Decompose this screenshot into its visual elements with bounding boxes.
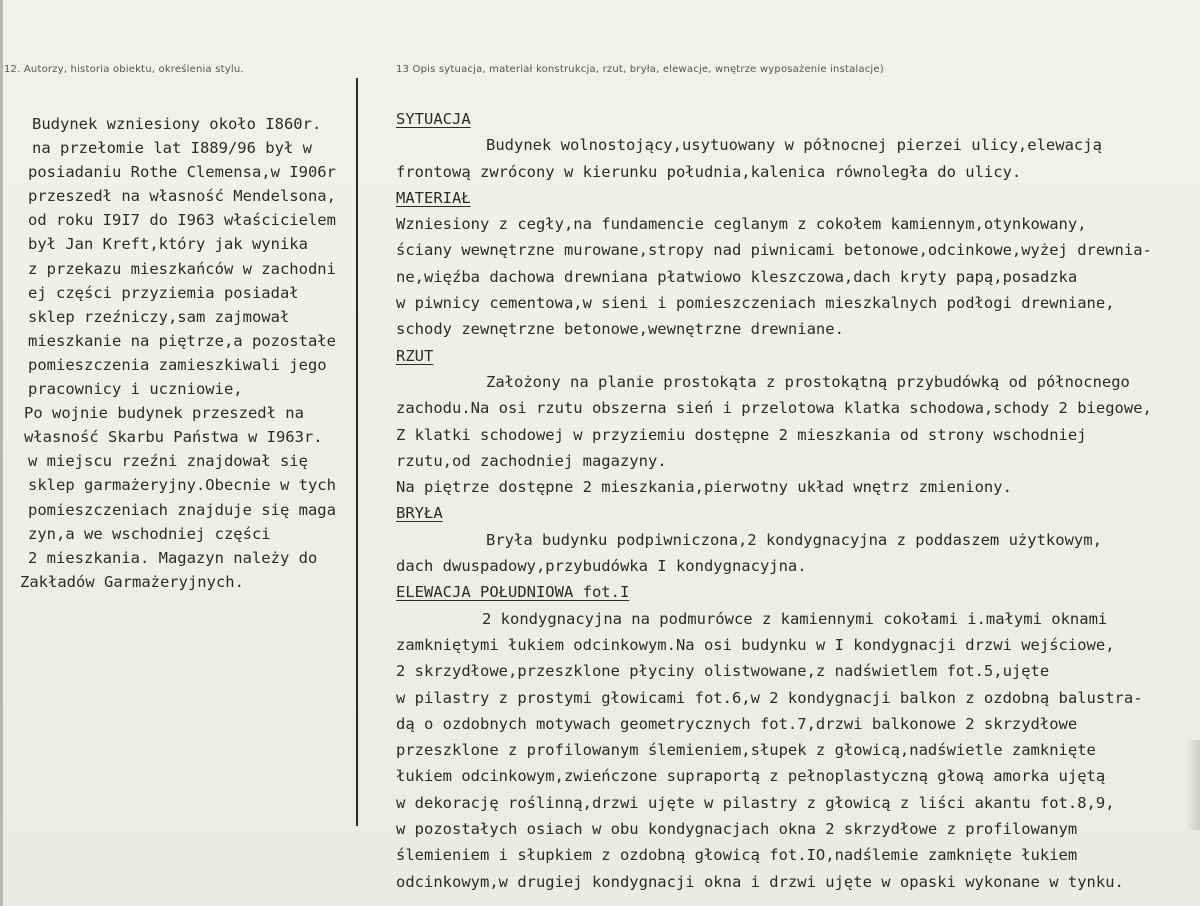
description-line bbox=[396, 816, 1196, 842]
history-line-text: od roku I9I7 do I963 właścicielem bbox=[28, 211, 336, 230]
section-heading bbox=[396, 106, 1196, 132]
header-right: 13 Opis sytuacja, materiał konstrukcja, rzut, bryła, elewacje, wnętrze wyposażenie instalacje) bbox=[396, 64, 884, 75]
description-line-text: schody zewnętrzne betonowe,wewnętrzne drewniane. bbox=[396, 320, 844, 339]
section-heading bbox=[396, 500, 1196, 526]
description-line bbox=[396, 264, 1196, 290]
description-line bbox=[396, 553, 1196, 579]
history-line bbox=[24, 305, 356, 329]
column-divider bbox=[356, 78, 358, 826]
history-line-text: zyn,a we wschodniej części bbox=[28, 524, 271, 543]
description-line bbox=[396, 658, 1196, 684]
history-line-text: pomieszczenia zamieszkiwali jego bbox=[28, 355, 327, 374]
description-line-text: 2 kondygnacyjna na podmurówce z kamiennymi cokołami i.małymi oknami bbox=[482, 609, 1108, 628]
description-line bbox=[396, 132, 1196, 158]
history-line bbox=[24, 160, 356, 184]
description-line bbox=[396, 737, 1196, 763]
history-line bbox=[24, 112, 356, 136]
description-line-text: ślemieniem i słupkiem z ozdobną głowicą fot.IO,nadślemie zamknięte łukiem bbox=[396, 846, 1078, 865]
history-line bbox=[24, 257, 356, 281]
description-line bbox=[396, 842, 1196, 868]
history-line-text: 2 mieszkania. Magazyn należy do bbox=[28, 548, 318, 567]
history-line bbox=[24, 425, 356, 449]
description-line-text: w piwnicy cementowa,w sieni i pomieszczeniach mieszkalnych podłogi drewniane, bbox=[396, 294, 1115, 313]
description-line bbox=[396, 606, 1196, 632]
history-line-text: przeszedł na własność Mendelsona, bbox=[28, 187, 336, 206]
section-heading-text: SYTUACJA bbox=[396, 110, 471, 128]
description-line bbox=[396, 527, 1196, 553]
history-line bbox=[24, 136, 356, 160]
history-line-text: sklep rzeźniczy,sam zajmował bbox=[28, 307, 290, 326]
description-line bbox=[396, 869, 1196, 895]
description-line-text: Bryła budynku podpiwniczona,2 kondygnacyjna z poddaszem użytkowym, bbox=[486, 530, 1102, 549]
history-line bbox=[20, 570, 356, 594]
description-line-text: zamkniętymi łukiem odcinkowym.Na osi budynku w I kondygnacji drzwi wejściowe, bbox=[396, 635, 1115, 654]
description-line-text: rzutu,od zachodniej magazyny. bbox=[396, 451, 667, 470]
history-line bbox=[24, 522, 356, 546]
description-line bbox=[396, 159, 1196, 185]
section-heading-text: RZUT bbox=[396, 346, 434, 365]
description-line bbox=[396, 632, 1196, 658]
section-heading-text: BRYŁA bbox=[396, 504, 443, 523]
section-heading bbox=[396, 343, 1196, 369]
description-line-text: Z klatki schodowej w przyziemiu dostępne 2 mieszkania od strony wschodniej bbox=[396, 425, 1087, 444]
history-line bbox=[24, 449, 356, 473]
description-line-text: dą o ozdobnych motywach geometrycznych fot.7,drzwi balkonowe 2 skrzydłowe bbox=[396, 714, 1078, 733]
history-line-text: posiadaniu Rothe Clemensa,w I906r bbox=[28, 163, 336, 182]
description-line-text: Wzniesiony z cegły,na fundamencie ceglanym z cokołem kamiennym,otynkowany, bbox=[396, 215, 1087, 234]
history-line bbox=[24, 473, 356, 497]
history-line bbox=[24, 353, 356, 377]
description-line bbox=[396, 369, 1196, 395]
history-line-text: na przełomie lat I889/96 był w bbox=[32, 139, 312, 158]
description-line-text: ne,więźba dachowa drewniana płatwiowo kleszczowa,dach kryty papą,posadzka bbox=[396, 267, 1078, 286]
history-line-text: własność Skarbu Państwa w I963r. bbox=[24, 428, 323, 447]
description-line-text: w pozostałych osiach w obu kondygnacjach okna 2 skrzydłowe z profilowanym bbox=[396, 820, 1078, 839]
history-line bbox=[24, 401, 356, 425]
description-line bbox=[396, 211, 1196, 237]
history-line-text: z przekazu mieszkańców w zachodni bbox=[28, 259, 336, 278]
history-line bbox=[24, 329, 356, 353]
history-line bbox=[24, 498, 356, 522]
history-line bbox=[24, 232, 356, 256]
description-line bbox=[396, 448, 1196, 474]
description-line-text: frontową zwrócony w kierunku południa,kalenica równoległa do ulicy. bbox=[396, 162, 1022, 181]
description-line bbox=[396, 316, 1196, 342]
description-line-text: w pilastry z prostymi głowicami fot.6,w 2 kondygnacji balkon z ozdobną balustra- bbox=[396, 688, 1143, 707]
section-heading bbox=[396, 185, 1196, 211]
description-line-text: łukiem odcinkowym,zwieńczone supraportą z pełnoplastyczną głową amorka ujętą bbox=[396, 767, 1106, 786]
history-line-text: w miejscu rzeźni znajdował się bbox=[28, 452, 308, 471]
description-line-text: odcinkowym,w drugiej kondygnacji okna i drzwi ujęte w opaski wykonane w tynku. bbox=[396, 872, 1124, 891]
description-line bbox=[396, 237, 1196, 263]
section-heading-text: ELEWACJA POŁUDNIOWA fot.I bbox=[396, 583, 630, 602]
description-line-text: Na piętrze dostępne 2 mieszkania,pierwotny układ wnętrz zmieniony. bbox=[396, 478, 1012, 497]
section-heading-text: MATERIAŁ bbox=[396, 188, 471, 207]
history-line-text: był Jan Kreft,który jak wynika bbox=[28, 235, 308, 254]
description-line bbox=[396, 422, 1196, 448]
description-line-text: ściany wewnętrzne murowane,stropy nad piwnicami betonowe,odcinkowe,wyżej drewnia- bbox=[396, 241, 1152, 260]
description-column bbox=[396, 106, 1196, 895]
history-line-text: pracownicy i uczniowie, bbox=[28, 380, 243, 399]
description-line bbox=[396, 763, 1196, 789]
history-line bbox=[24, 184, 356, 208]
section-heading bbox=[396, 579, 1196, 605]
history-line bbox=[24, 377, 356, 401]
history-line bbox=[24, 208, 356, 232]
history-line-text: Budynek wzniesiony około I860r. bbox=[32, 115, 322, 133]
history-column bbox=[20, 112, 356, 594]
description-line bbox=[396, 790, 1196, 816]
history-line-text: Zakładów Garmażeryjnych. bbox=[20, 572, 244, 591]
description-line-text: przeszklone z profilowanym ślemieniem,słupek z głowicą,nadświetle zamknięte bbox=[396, 741, 1096, 760]
description-line-text: Założony na planie prostokąta z prostokątną przybudówką od północnego bbox=[486, 372, 1130, 391]
page-edge bbox=[0, 0, 3, 906]
history-line-text: ej części przyziemia posiadał bbox=[28, 283, 299, 302]
description-line bbox=[396, 395, 1196, 421]
description-line-text: dach dwuspadowy,przybudówka I kondygnacyjna. bbox=[396, 557, 807, 576]
history-line bbox=[24, 546, 356, 570]
history-line bbox=[24, 281, 356, 305]
history-line-text: mieszkanie na piętrze,a pozostałe bbox=[28, 331, 336, 350]
history-line-text: pomieszczeniach znajduje się maga bbox=[28, 500, 336, 519]
description-line-text: Budynek wolnostojący,usytuowany w północnej pierzei ulicy,elewacją bbox=[486, 136, 1102, 155]
description-line bbox=[396, 685, 1196, 711]
description-line-text: zachodu.Na osi rzutu obszerna sień i przelotowa klatka schodowa,schody 2 biegowe, bbox=[396, 399, 1152, 418]
description-line bbox=[396, 711, 1196, 737]
history-line-text: sklep garmażeryjny.Obecnie w tych bbox=[28, 476, 336, 495]
description-line bbox=[396, 290, 1196, 316]
history-line-text: Po wojnie budynek przeszedł na bbox=[24, 404, 304, 423]
description-line-text: 2 skrzydłowe,przeszklone płyciny olistwowane,z nadświetlem fot.5,ujęte bbox=[396, 662, 1050, 681]
header-left: 12. Autorzy, historia obiektu, określenia stylu. bbox=[4, 64, 244, 75]
description-line-text: w dekorację roślinną,drzwi ujęte w pilastry z głowicą z liści akantu fot.8,9, bbox=[396, 793, 1115, 812]
description-line bbox=[396, 474, 1196, 500]
